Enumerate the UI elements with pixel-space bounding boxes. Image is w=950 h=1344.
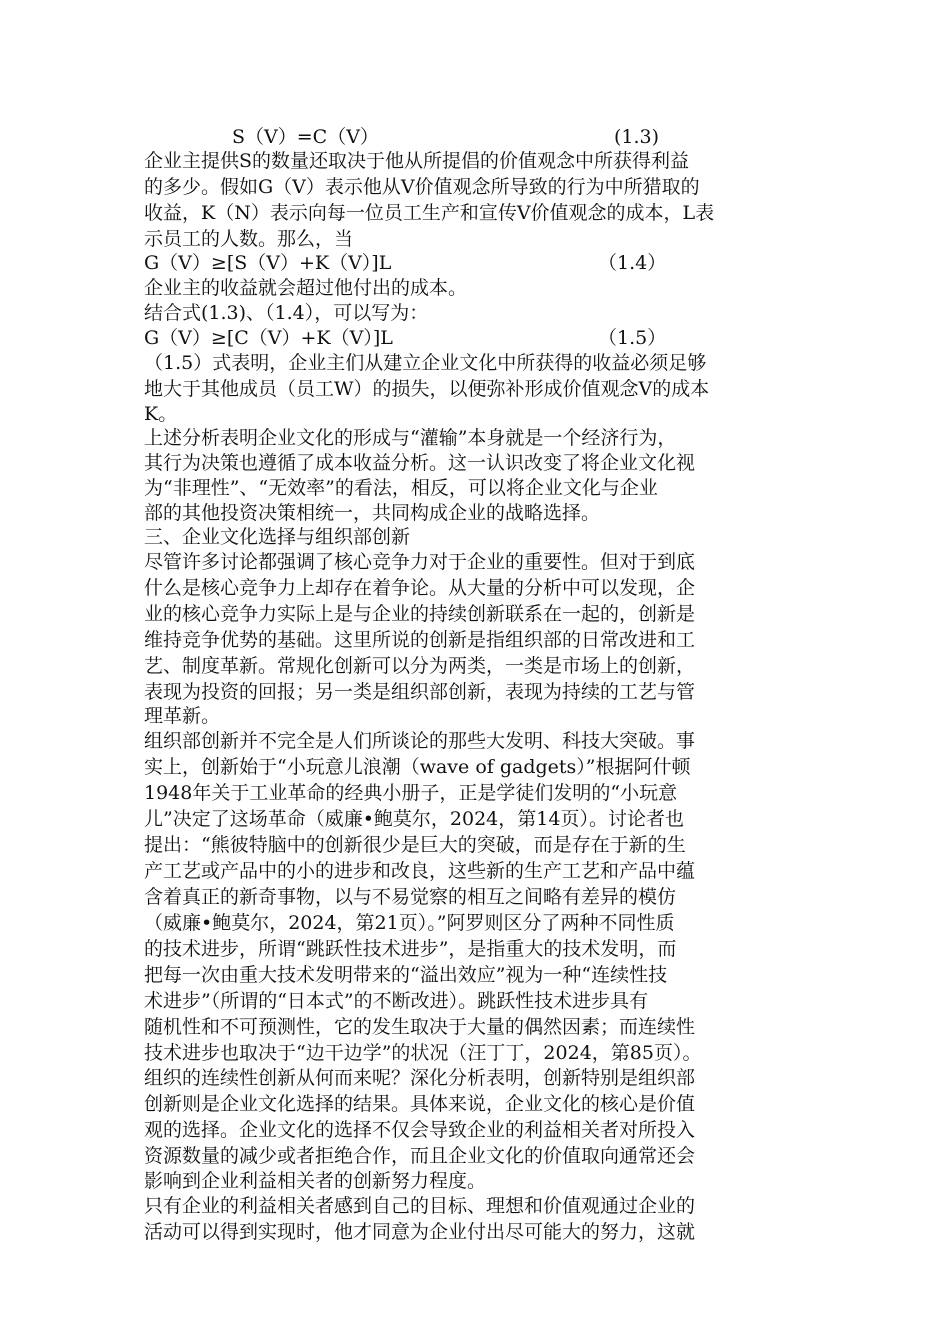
- text-line: 影响到企业利益相关者的创新努力程度。: [144, 1170, 487, 1192]
- text-line: 什么是核心竞争力上却存在着争论。从大量的分析中可以发现，企: [144, 577, 696, 599]
- equation-1-3-number: (1.3): [614, 126, 660, 148]
- text-line: 把每一次由重大技术发明带来的“溢出效应”视为一种“连续性技: [144, 964, 668, 986]
- text-line: 技术进步也取决于“边干边学”的状况（汪丁丁，2024，第85页）。: [144, 1042, 702, 1064]
- text-line: 表现为投资的回报；另一类是组织部创新，表现为持续的工艺与管: [144, 681, 696, 703]
- text-line: 儿”决定了这场革命（威廉•鲍莫尔，2024，第14页）。讨论者也: [144, 808, 684, 830]
- text-line: （1.5）式表明，企业主们从建立企业文化中所获得的收益必须足够: [144, 352, 707, 374]
- text-line: 提出：“熊彼特脑中的创新很少是巨大的突破，而是存在于新的生: [144, 834, 686, 856]
- text-line: 部的其他投资决策相统一，共同构成企业的战略选择。: [144, 502, 601, 524]
- text-line: 示员工的人数。那么，当: [144, 228, 354, 250]
- equation-1-5-number: （1.5）: [598, 327, 667, 349]
- text-line: 资源数量的减少或者拒绝合作，而且企业文化的价值取向通常还会: [144, 1145, 696, 1167]
- text-line: 收益，K（N）表示向每一位员工生产和宣传V价值观念的成本，L表: [144, 202, 715, 224]
- text-line: 维持竞争优势的基础。这里所说的创新是指组织部的日常改进和工: [144, 629, 696, 651]
- section-heading: 三、企业文化选择与组织部创新: [144, 526, 411, 548]
- text-line: 含着真正的新奇事物，以与不易觉察的相互之间略有差异的模仿: [144, 886, 677, 908]
- equation-1-3: S（V）=C（V）: [232, 126, 379, 148]
- text-line: 观的选择。企业文化的选择不仅会导致企业的利益相关者对所投入: [144, 1119, 696, 1141]
- text-line: 艺、制度革新。常规化创新可以分为两类，一类是市场上的创新，: [144, 655, 696, 677]
- text-line: 上述分析表明企业文化的形成与“灌输”本身就是一个经济行为，: [144, 427, 677, 449]
- equation-1-5: G（V）≥[C（V）+K（V）]L: [144, 327, 393, 349]
- text-line: 地大于其他成员（员工W）的损失，以便弥补形成价值观念V的成本: [144, 378, 710, 400]
- text-line: 为“非理性”、“无效率”的看法，相反，可以将企业文化与企业: [144, 477, 658, 499]
- text-line: 活动可以得到实现时，他才同意为企业付出尽可能大的努力，这就: [144, 1221, 696, 1243]
- text-line: 企业主的收益就会超过他付出的成本。: [144, 277, 468, 299]
- text-line: 组织的连续性创新从何而来呢？深化分析表明，创新特别是组织部: [144, 1067, 696, 1089]
- text-line: （威廉•鲍莫尔，2024，第21页）。”阿罗则区分了两种不同性质: [144, 912, 675, 934]
- text-line: 创新则是企业文化选择的结果。具体来说，企业文化的核心是价值: [144, 1093, 696, 1115]
- text-line: 术进步”（所谓的“日本式”的不断改进）。跳跃性技术进步具有: [144, 990, 649, 1012]
- text-line: 的技术进步，所谓“跳跃性技术进步”，是指重大的技术发明，而: [144, 938, 677, 960]
- text-line: 组织部创新并不完全是人们所谈论的那些大发明、科技大突破。事: [144, 730, 696, 752]
- text-line: 尽管许多讨论都强调了核心竞争力对于企业的重要性。但对于到底: [144, 551, 696, 573]
- text-line: 结合式(1.3)、（1.4），可以写为：: [144, 302, 429, 324]
- text-line: 的多少。假如G（V）表示他从V价值观念所导致的行为中所猎取的: [144, 176, 700, 198]
- text-line: 1948年关于工业革命的经典小册子，正是学徒们发明的“小玩意: [144, 782, 678, 804]
- text-line: 产工艺或产品中的小的进步和改良，这些新的生产工艺和产品中蕴: [144, 860, 696, 882]
- equation-1-4-number: （1.4）: [598, 252, 667, 274]
- text-line: 理革新。: [144, 705, 221, 727]
- text-line: 实上，创新始于“小玩意儿浪潮（wave of gadgets）”根据阿什顿: [144, 756, 691, 778]
- text-line: 随机性和不可预测性，它的发生取决于大量的偶然因素；而连续性: [144, 1016, 696, 1038]
- text-line: 业的核心竞争力实际上是与企业的持续创新联系在一起的，创新是: [144, 603, 696, 625]
- text-line: 企业主提供S的数量还取决于他从所提倡的价值观念中所获得利益: [144, 150, 690, 172]
- text-line: 其行为决策也遵循了成本收益分析。这一认识改变了将企业文化视: [144, 452, 696, 474]
- text-line: K。: [144, 403, 178, 425]
- equation-1-4: G（V）≥[S（V）+K（V）]L: [144, 252, 392, 274]
- text-line: 只有企业的利益相关者感到自己的目标、理想和价值观通过企业的: [144, 1195, 696, 1217]
